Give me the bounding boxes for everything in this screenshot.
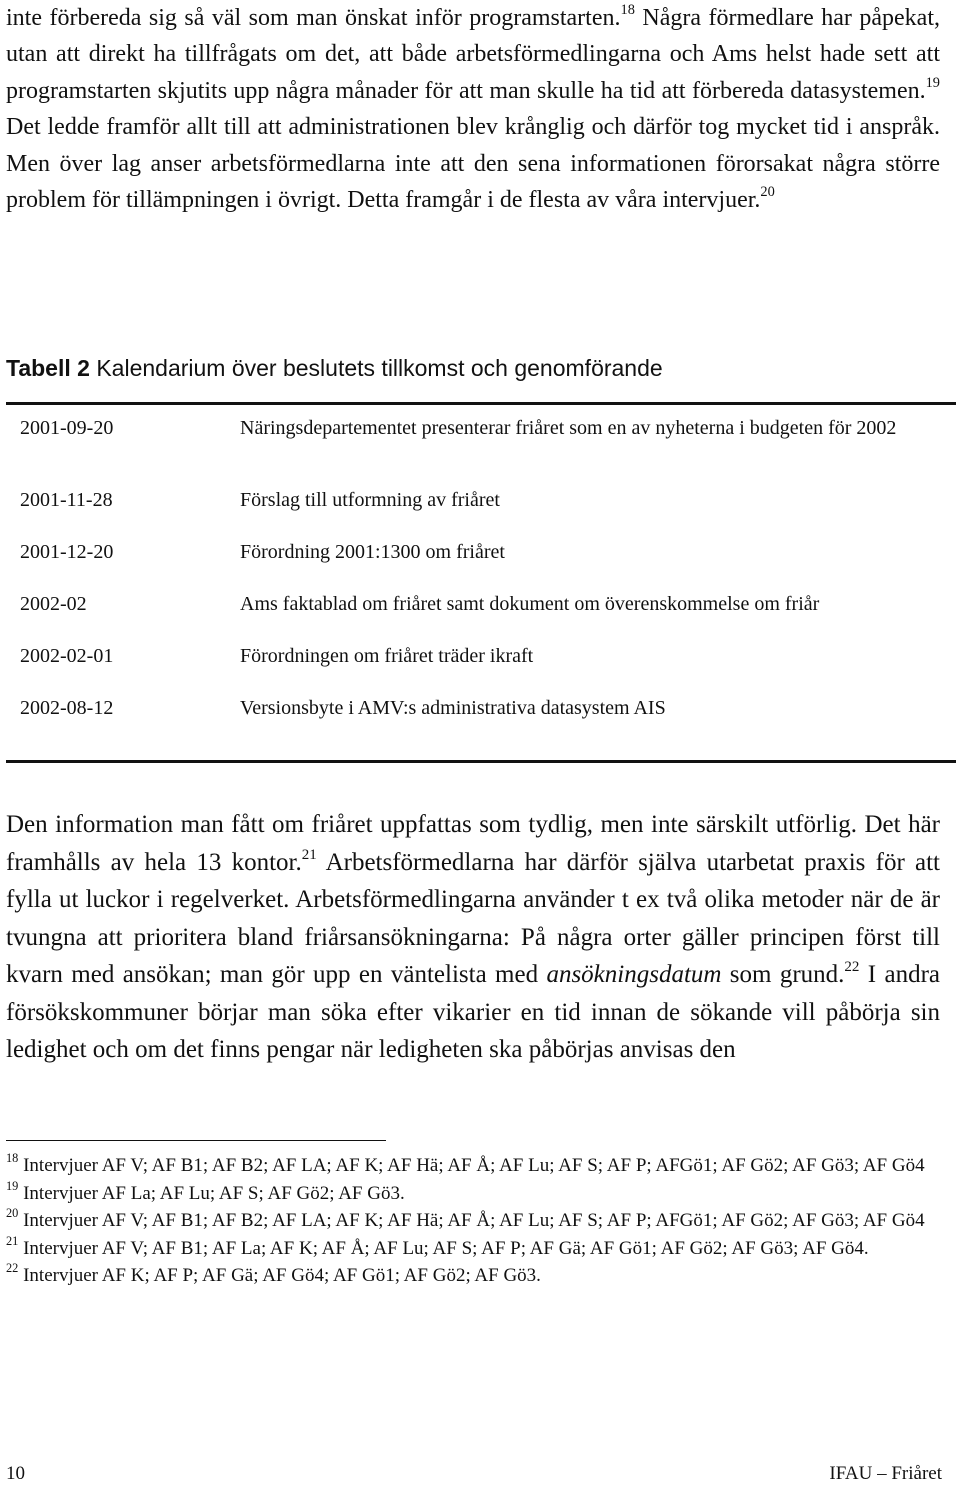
- paragraph-text: Det ledde framför allt till att administrationen blev krånglig och därför tog mycket tid i anspråk. Men över lag anser arbetsförmedlarna inte att den sena informationen förorsakat några större problem för tillämpningen i övrigt. Detta framgår i de flesta av våra intervjuer.: [6, 114, 940, 214]
- table-bottom-rule: [6, 760, 956, 763]
- footnote-separator: [6, 1140, 386, 1141]
- table-row: [20, 482, 950, 534]
- footnote-18: [6, 1152, 951, 1180]
- paragraph-text: inte förbereda sig så väl som man önskat inför programstarten.: [6, 5, 621, 31]
- paragraph-text: som grund.: [721, 961, 845, 988]
- paragraph-text: Arbetsförmedlarna har därför själva utarbetat praxis för att fylla ut luckor i regelverket. Arbetsförmedlingarna använder t ex två olika metoder när de är tvungna att prioritera bland friårsansökningarna: På några orter gäller principen först till kvarn med ansökan; man gör upp en väntelista med: [6, 848, 940, 988]
- row-date: 2002-02-01: [20, 645, 114, 667]
- page-number: 10: [6, 1463, 25, 1484]
- paragraph-text: Några förmedlare har påpekat, utan att direkt ha tillfrågats om det, att både arbetsförmedlingarna och Ams helst hade sett att programstarten skjutits upp några månader för att man skulle ha tid att förbereda datasystemen.: [6, 5, 940, 104]
- row-event: Näringsdepartementet presenterar friåret som en av nyheterna i budgeten för 2002: [240, 417, 897, 439]
- row-date: 2001-09-20: [20, 417, 114, 439]
- row-event: Förordningen om friåret träder ikraft: [240, 645, 534, 667]
- footnote-number: 20: [6, 1205, 19, 1220]
- footnote-number: 22: [6, 1260, 19, 1275]
- footnote-number: 21: [6, 1233, 19, 1248]
- table-row: [20, 638, 950, 690]
- table-row: [20, 690, 950, 742]
- body-paragraph-1: [6, 0, 940, 218]
- table-row: [20, 586, 950, 638]
- row-date: 2002-02: [20, 593, 87, 615]
- footnote-ref-21[interactable]: 21: [301, 846, 317, 863]
- table-row: [20, 410, 950, 482]
- row-event: Ams faktablad om friåret samt dokument om överenskommelse om friår: [240, 593, 820, 615]
- footnote-19: [6, 1180, 951, 1208]
- table-caption-text: Kalendarium över beslutets tillkomst och genomförande: [89, 355, 663, 381]
- paragraph-text: Den information man fått om friåret uppfattas som tydlig, men inte särskilt utförlig. Det här framhålls av hela 13 kontor.: [6, 811, 940, 876]
- footnote-text: Intervjuer AF La; AF Lu; AF S; AF Gö2; AF Gö3.: [18, 1182, 405, 1204]
- footnote-21: [6, 1235, 951, 1263]
- footnote-number: 19: [6, 1178, 19, 1193]
- footnote-text: Intervjuer AF V; AF B1; AF La; AF K; AF Å; AF Lu; AF S; AF P; AF Gä; AF Gö1; AF Gö2; AF Gö3; AF Gö4.: [18, 1237, 869, 1259]
- table-row: [20, 534, 950, 586]
- body-paragraph-2: [6, 806, 940, 1069]
- table-top-rule: [6, 402, 956, 405]
- footnote-number: 18: [6, 1150, 19, 1165]
- footnote-ref-20[interactable]: 20: [760, 184, 775, 201]
- footnote-text: Intervjuer AF V; AF B1; AF B2; AF LA; AF K; AF Hä; AF Å; AF Lu; AF S; AF P; AFGö1; AF Gö2; AF Gö3; AF Gö4: [18, 1155, 925, 1176]
- row-date: 2001-12-20: [20, 541, 114, 563]
- row-event: Versionsbyte i AMV:s administrativa datasystem AIS: [240, 697, 666, 719]
- footnote-22: [6, 1262, 951, 1290]
- table-label: Tabell 2: [6, 355, 90, 381]
- row-event: Förordning 2001:1300 om friåret: [240, 541, 505, 563]
- footnote-text: Intervjuer AF K; AF P; AF Gä; AF Gö4; AF Gö1; AF Gö2; AF Gö3.: [18, 1265, 541, 1286]
- paragraph-text: I andra försökskommuner börjar man söka efter vikarier en tid innan de sökande vill påbörja sin ledighet och om det finns pengar när ledigheten ska påbörjas anvisas den: [6, 961, 940, 1063]
- row-date: 2002-08-12: [20, 697, 114, 719]
- footnote-ref-22[interactable]: 22: [844, 958, 860, 975]
- table-caption: [6, 350, 663, 386]
- footnotes: [6, 1152, 951, 1290]
- footnote-ref-18[interactable]: 18: [620, 2, 635, 19]
- footnote-text: Intervjuer AF V; AF B1; AF B2; AF LA; AF K; AF Hä; AF Å; AF Lu; AF S; AF P; AFGö1; AF Gö2; AF Gö3; AF Gö4: [18, 1210, 925, 1231]
- footnote-20: [6, 1207, 951, 1235]
- row-date: 2001-11-28: [20, 489, 113, 511]
- row-event: Förslag till utformning av friåret: [240, 489, 500, 511]
- emphasized-term: ansökningsdatum: [546, 961, 722, 988]
- footnote-ref-19[interactable]: 19: [925, 75, 940, 92]
- running-title: IFAU – Friåret: [829, 1463, 942, 1484]
- calendar-table: [20, 410, 950, 742]
